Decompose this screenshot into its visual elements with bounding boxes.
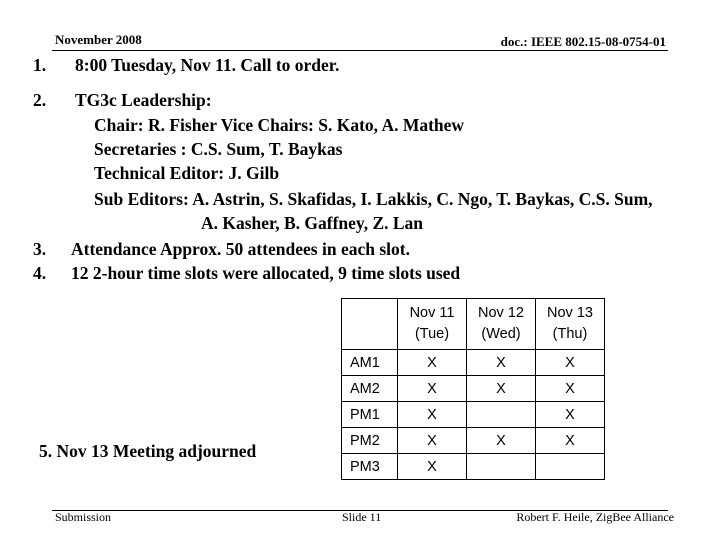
table-header-row [342, 299, 605, 350]
agenda-item-5: 5. Nov 13 Meeting adjourned [39, 441, 257, 461]
slot-cell: X [398, 376, 467, 402]
day-date: Nov 11 [409, 305, 455, 321]
slot-cell: X [467, 376, 536, 402]
slot-cell: X [467, 350, 536, 376]
table-row [342, 376, 605, 402]
slot-cell: X [536, 428, 605, 454]
day-date: Nov 12 [478, 305, 524, 321]
day-header-nov-13 [536, 299, 605, 350]
table-row [342, 350, 605, 376]
day-header-nov-11 [398, 299, 467, 350]
day-date: Nov 13 [547, 305, 593, 321]
slot-cell: X [398, 454, 467, 480]
slot-cell [536, 454, 605, 480]
agenda-item-3 [33, 239, 410, 260]
agenda-item-2-text: TG3c Leadership: [75, 90, 212, 110]
slot-cell [467, 454, 536, 480]
leadership-chairs: Chair: R. Fisher Vice Chairs: S. Kato, A. Mathew [94, 115, 465, 135]
agenda-item-3-text: Attendance Approx. 50 attendees in each slot. [71, 239, 410, 259]
agenda-item-4 [33, 263, 460, 284]
leadership-technical-editor: Technical Editor: J. Gilb [94, 163, 280, 183]
table-corner-cell [342, 299, 398, 350]
row-label: AM1 [342, 350, 398, 376]
agenda-item-1 [33, 55, 339, 76]
leadership-secretaries: Secretaries : C.S. Sum, T. Baykas [94, 139, 343, 159]
row-label: PM2 [342, 428, 398, 454]
row-label: PM1 [342, 402, 398, 428]
slot-cell: X [536, 402, 605, 428]
day-of-week: (Thu) [552, 326, 588, 342]
table-row [342, 454, 605, 480]
agenda-item-3-number: 3. [33, 239, 47, 259]
slot-cell: X [536, 376, 605, 402]
header-doc-id: doc.: IEEE 802.15-08-0754-01 [500, 34, 666, 49]
agenda-item-1-text: 8:00 Tuesday, Nov 11. Call to order. [75, 55, 340, 75]
table-row [342, 428, 605, 454]
slot-cell: X [467, 428, 536, 454]
slot-cell: X [398, 350, 467, 376]
header-rule [52, 50, 668, 51]
footer-submission: Submission [55, 510, 112, 524]
footer-author: Robert F. Heile, ZigBee Alliance [516, 510, 674, 524]
row-label: AM2 [342, 376, 398, 402]
agenda-item-2 [33, 90, 212, 111]
header-date: November 2008 [55, 32, 142, 47]
time-slots-table [341, 298, 605, 480]
agenda-item-4-number: 4. [33, 263, 47, 283]
row-label: PM3 [342, 454, 398, 480]
day-of-week: (Wed) [481, 326, 521, 342]
slot-cell: X [536, 350, 605, 376]
agenda-item-4-text: 12 2-hour time slots were allocated, 9 time slots used [71, 263, 461, 283]
agenda-item-1-number: 1. [33, 55, 47, 75]
day-header-nov-12 [467, 299, 536, 350]
slot-cell: X [398, 428, 467, 454]
table-row [342, 402, 605, 428]
agenda-item-2-number: 2. [33, 90, 47, 110]
leadership-sub-editors: Sub Editors: A. Astrin, S. Skafidas, I. Lakkis, C. Ngo, T. Baykas, C.S. Sum, [94, 189, 653, 209]
footer-slide-number: Slide 11 [342, 510, 382, 524]
day-of-week: (Tue) [414, 326, 450, 342]
slot-cell [467, 402, 536, 428]
slot-cell: X [398, 402, 467, 428]
leadership-sub-editors-cont: A. Kasher, B. Gaffney, Z. Lan [201, 213, 424, 233]
